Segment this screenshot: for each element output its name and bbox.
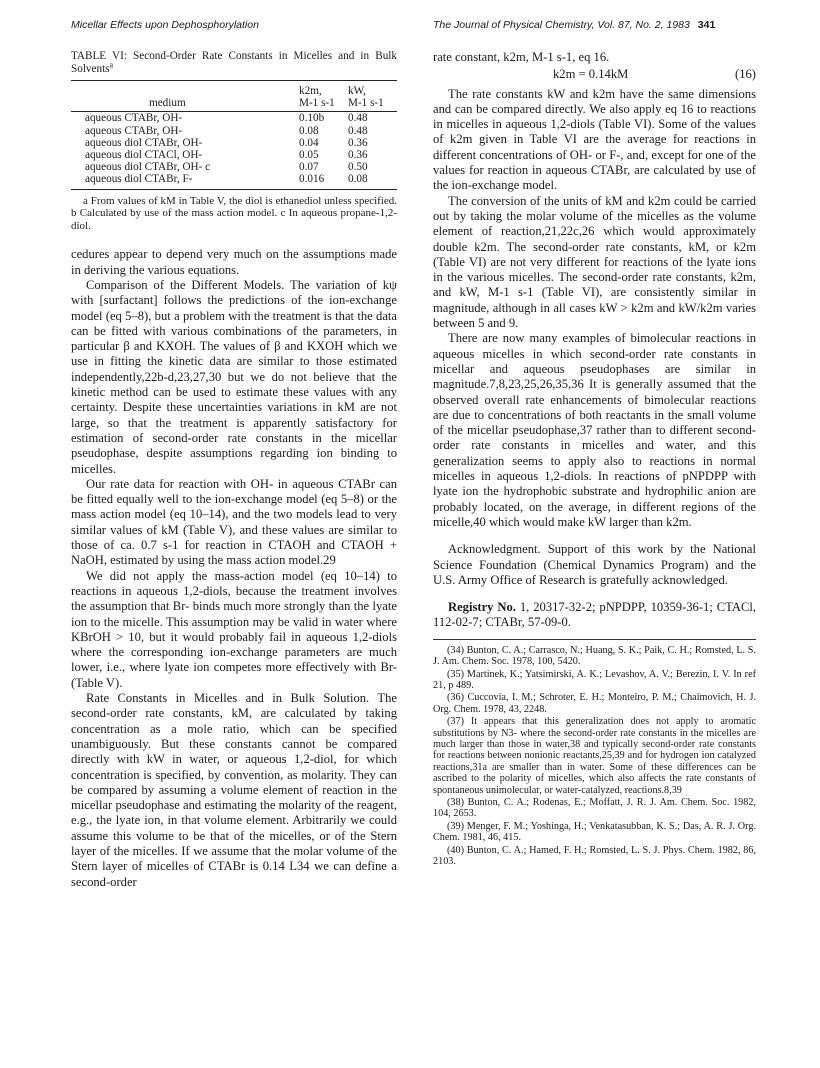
paragraph: The conversion of the units of kM and k2m could be carried out by taking the molar volume of the micelles as the volume element of reaction,21,22c,26 which would approximately double k2m. The second-order rate constants, kM, or k2m (Table VI) are not very different for reactions of the lyate ions in the various micelles. The second-order rate constants, k2m, and kW, M-1 s-1 (Table VI), are consistently similar in magnitude, although in all cases kW > k2m and kW/k2m varies between 5 and 9.	[433, 193, 756, 331]
reference-item: (35) Martinek, K.; Yatsimirski, A. K.; Levashov, A. V.; Berezin, I. V. In ref 21, p 489.	[433, 668, 756, 691]
k2m-header-unit: M-1 s-1	[299, 97, 348, 112]
medium-header: medium	[71, 97, 299, 112]
paragraph: The rate constants kW and k2m have the same dimensions and can be compared directly. We also apply eq 16 to reactions in micelles in aqueous 1,2-diols (Table VI). Some of the values of k2m given in Table VI are the average for reactions in different concentrations of OH- or F-, and, except for one of the values for reaction in aqueous CTABr, are calculated by use of the ion-exchange model.	[433, 86, 756, 193]
reference-item: (38) Bunton, C. A.; Rodenas, E.; Moffatt, J. R. J. Am. Chem. Soc. 1982, 104, 2653.	[433, 796, 756, 820]
equation-16	[433, 67, 756, 82]
paragraph: There are now many examples of bimolecular reactions in aqueous micelles in which second-order rate constants in micellar and aqueous pseudophases are similar in magnitude.7,8,23,25,26,35,36 It is generally assumed that the observed overall rate enhancements of bimolecular reactions are due to concentrations of both reactants in the small volume of the micellar pseudophase,37 rather than to different second-order rate constants in micelles and water, and this generalization seems to apply also to reactions in normal micelles in aqueous 1,2-diols. In reactions of pNPDPP with lyate ion the hydrophobic substrate and hydrophilic anion are probably located, on the average, in different regions of the micelle,40 which would make kW larger than k2m.	[433, 331, 756, 529]
table-row: aqueous diol CTABr, OH- c 0.07 0.50	[85, 161, 368, 174]
equation-text: k2m = 0.14kM	[553, 67, 629, 82]
page-number: 341	[697, 19, 716, 31]
table-footnote: a From values of kM in Table V, the diol is ethanediol unless specified. b Calculated by use of the mass action model. c In aqueous propane-1,2-diol.	[71, 194, 397, 232]
paragraph: Our rate data for reaction with OH- in aqueous CTABr can be fitted equally well to the ion-exchange model (eq 5–8) or the mass action model (eq 10–14), and the two models lead to very similar values of kM (Table V), and these values are similar to those of ca. 0.7 s-1 for reaction in CTAOH and CTAOH + NaOH, estimated by using the mass action model.29	[71, 476, 397, 568]
kw-header-unit: M-1 s-1	[348, 97, 397, 112]
paragraph: We did not apply the mass-action model (eq 10–14) to reactions in aqueous 1,2-diols, because the treatment involves the assumption that Br- binds much more strongly than the lyate ion to the micelle. This assumption may be valid in water where KBrOH > 10, but it would probably fail in aqueous 1,2-diols where the corresponding ion-exchange parameters are much lower, i.e., where lyate ion competes more effectively with Br- (Table V).	[71, 568, 397, 690]
journal-citation: The Journal of Physical Chemistry, Vol. 87, No. 2, 1983	[433, 19, 690, 31]
k2m-header-label: k2m,	[299, 81, 348, 98]
running-header-right	[433, 19, 715, 31]
table-caption: TABLE VI: Second-Order Rate Constants in Micelles and in Bulk Solvents$^a$	[71, 50, 397, 75]
registry-label: Registry No.	[448, 600, 516, 615]
references	[433, 639, 756, 868]
reference-item: (37) It appears that this generalization does not apply to aromatic substitutions by N3- where the second-order rate constants in the micelles are much larger than those in water,38 and typically second-order rate constants for reactions between nonionic reactants,25,39 and for hydrogen ion catalyzed reactions,31a are smaller than in water. Some of these differences can be ascribed to the polarity of micelles, which also affects the rate constants of spontaneous unimolecular, or water-catalyzed, reactions.8,39	[433, 716, 756, 796]
table-row: aqueous CTABr, OH- 0.08 0.48	[85, 124, 368, 137]
paragraph: Comparison of the Different Models. The variation of kψ with [surfactant] follows the predictions of the ion-exchange model (eq 5–8), but a problem with the treatment is that the data can be fitted with various combinations of the parameters, in particular β and KXOH. The values of β and KXOH which we use in fitting the kinetic data are similar to those estimated independently,22b-d,23,27,30 but we do not believe that the kinetic method can be used to estimate these values with any certainty. Despite these uncertainties variations in kM are not large, so that the treatment is apparently satisfactory for estimation of second-order rate constants in the micellar pseudophase, despite assumptions regarding ion binding to micelles.	[71, 278, 397, 476]
reference-item: (39) Menger, F. M.; Yoshinga, H.; Venkatasubban, K. S.; Das, A. R. J. Org. Chem. 1981, 46, 415.	[433, 820, 756, 844]
table-row: aqueous diol CTACl, OH- 0.05 0.36	[85, 149, 368, 162]
paragraph: Rate Constants in Micelles and in Bulk Solution. The second-order rate constants, kM, are calculated by taking concentration as a mole ratio, which can be specified unambiguously. But these constants cannot be compared directly with kW in water, or aqueous 1,2-diol, for which concentration is specified, by convention, as molarity. They can be compared by assuming a volume element of reaction in the micellar pseudophase and estimating the molarity of the reagent, e.g., the lyate ion, in that volume element. Arbitrarily we could assume this volume to be that of the micelles, or of the Stern layer of the micelles. If we assume that the molar volume of the Stern layer of micelles of CTABr is 0.14 L34 we can define a second-order	[71, 691, 397, 889]
table-row: aqueous diol CTABr, OH- 0.04 0.36	[85, 136, 368, 149]
right-column	[433, 50, 756, 868]
equation-number: (16)	[735, 67, 756, 82]
registry-numbers: Registry No. 1, 20317-32-2; pNPDPP, 10359-36-1; CTACl, 112-02-7; CTABr, 57-09-0.	[433, 600, 756, 630]
acknowledgment: Acknowledgment. Support of this work by the National Science Foundation (Chemical Dynamics Program) and the U.S. Army Office of Research is gratefully acknowledged.	[433, 542, 756, 587]
reference-item: (34) Bunton, C. A.; Carrasco, N.; Huang, S. K.; Paik, C. H.; Romsted, L. S. J. Am. Chem. Soc. 1978, 100, 5420.	[433, 644, 756, 668]
paragraph: rate constant, k2m, M-1 s-1, eq 16.	[433, 50, 610, 64]
paragraph: cedures appear to depend very much on the assumptions made in deriving the various equations.	[71, 247, 397, 277]
kw-header-label: kW,	[348, 81, 397, 98]
reference-item: (40) Bunton, C. A.; Hamed, F. H.; Romsted, L. S. J. Phys. Chem. 1982, 86, 2103.	[433, 844, 756, 867]
running-header-left: Micellar Effects upon Dephosphorylation	[71, 19, 259, 31]
left-column	[71, 50, 397, 890]
reference-item: (36) Cuccovia, I. M.; Schroter, E. H.; Monteiro, P. M.; Chaimovich, H. J. Org. Chem. 1978, 43, 2248.	[433, 692, 756, 715]
table-row: aqueous CTABr, OH- 0.10b 0.48	[85, 112, 368, 125]
rate-constants-table	[71, 80, 397, 190]
table-row: aqueous diol CTABr, F- 0.016 0.08	[71, 173, 397, 189]
